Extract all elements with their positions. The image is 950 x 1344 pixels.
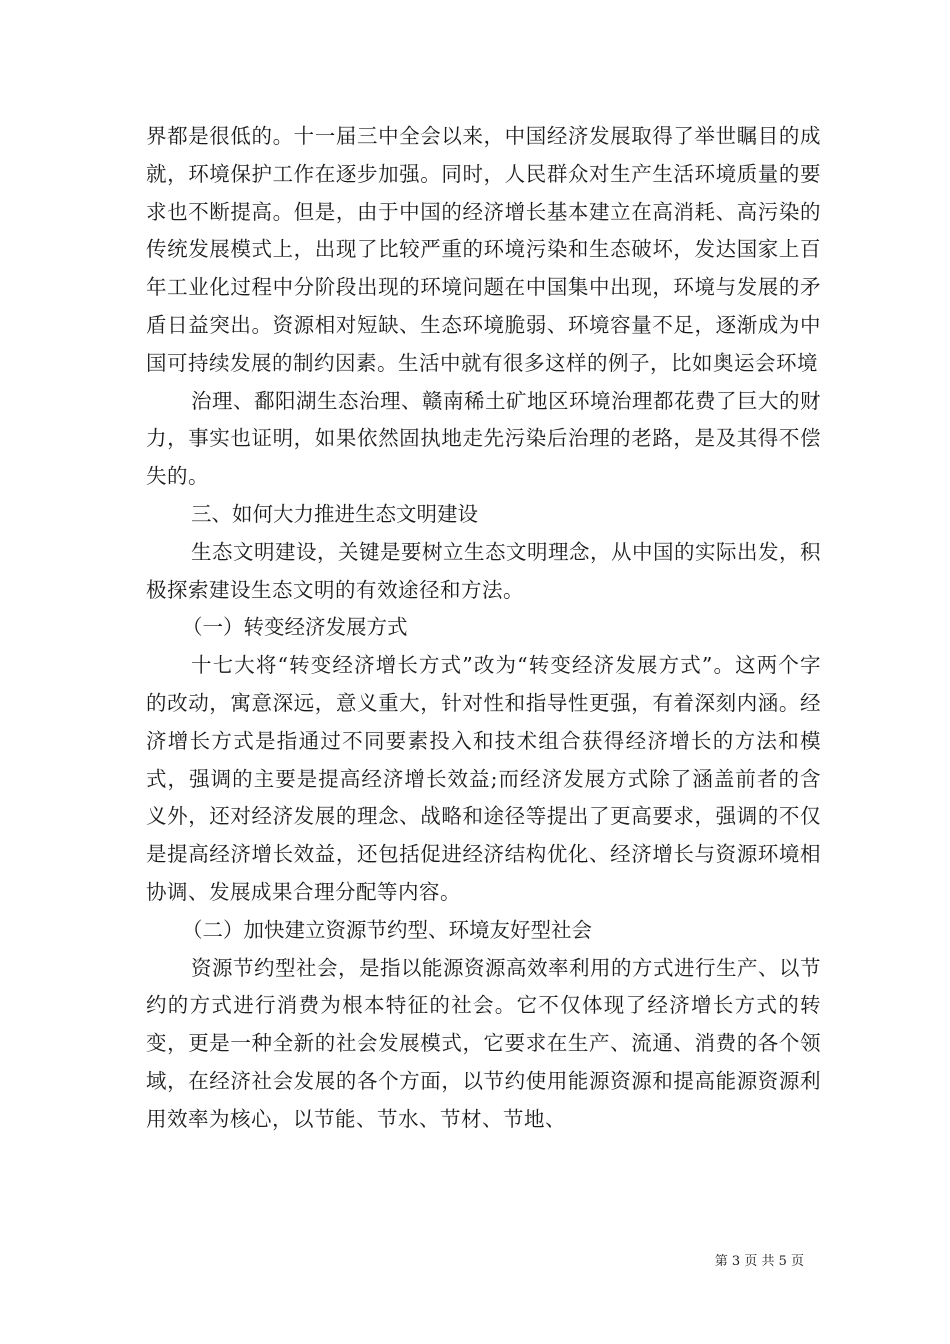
paragraph-governance-cost: 治理、鄱阳湖生态治理、赣南稀土矿地区环境治理都花费了巨大的财力，事实也证明，如果依然固执地走先污染后治理的老路，是及其得不偿失的。 [146,388,821,489]
paragraph-environment-history: 界都是很低的。十一届三中全会以来，中国经济发展取得了举世瞩目的成就，环境保护工作在逐步加强。同时，人民群众对生产生活环境质量的要求也不断提高。但是，由于中国的经济增长基本建立在高消耗、高污染的传统发展模式上，出现了比较严重的环境污染和生态破坏，发达国家上百年工业化过程中分阶段出现的环境问题在中国集中出现，环境与发展的矛盾日益突出。资源相对短缺、生态环境脆弱、环境容量不足，逐渐成为中国可持续发展的制约因素。生活中就有很多这样的例子，比如奥运会环境 [146,124,821,375]
subheading-transform-development: （一）转变经济发展方式 [182,615,408,640]
paragraph-resource-saving: 资源节约型社会，是指以能源资源高效率利用的方式进行生产、以节约的方式进行消费为根本特征的社会。它不仅体现了经济增长方式的转变，更是一种全新的社会发展模式，它要求在生产、流通、消费的各个领域，在经济社会发展的各个方面，以节约使用能源资源和提高能源资源利用效率为核心，以节能、节水、节材、节地、 [146,955,821,1131]
paragraph-development-mode: 十七大将“转变经济增长方式”改为“转变经济发展方式”。这两个字的改动，寓意深远，意义重大，针对性和指导性更强，有着深刻内涵。经济增长方式是指通过不同要素投入和技术组合获得经济增长的方法和模式，强调的主要是提高经济增长效益;而经济发展方式除了涵盖前者的含义外，还对经济发展的理念、战略和途径等提出了更高要求，强调的不仅是提高经济增长效益，还包括促进经济结构优化、经济增长与资源环境相协调、发展成果合理分配等内容。 [146,653,821,904]
document-body [146,118,821,1139]
paragraph-civilization-concept: 生态文明建设，关键是要树立生态文明理念，从中国的实际出发，积极探索建设生态文明的有效途径和方法。 [146,539,821,602]
page-number: 第 3 页 共 5 页 [714,1254,804,1269]
section-heading-ecological-civilization: 三、如何大力推进生态文明建设 [191,501,478,526]
subheading-resource-saving-society: （二）加快建立资源节约型、环境友好型社会 [182,917,592,942]
